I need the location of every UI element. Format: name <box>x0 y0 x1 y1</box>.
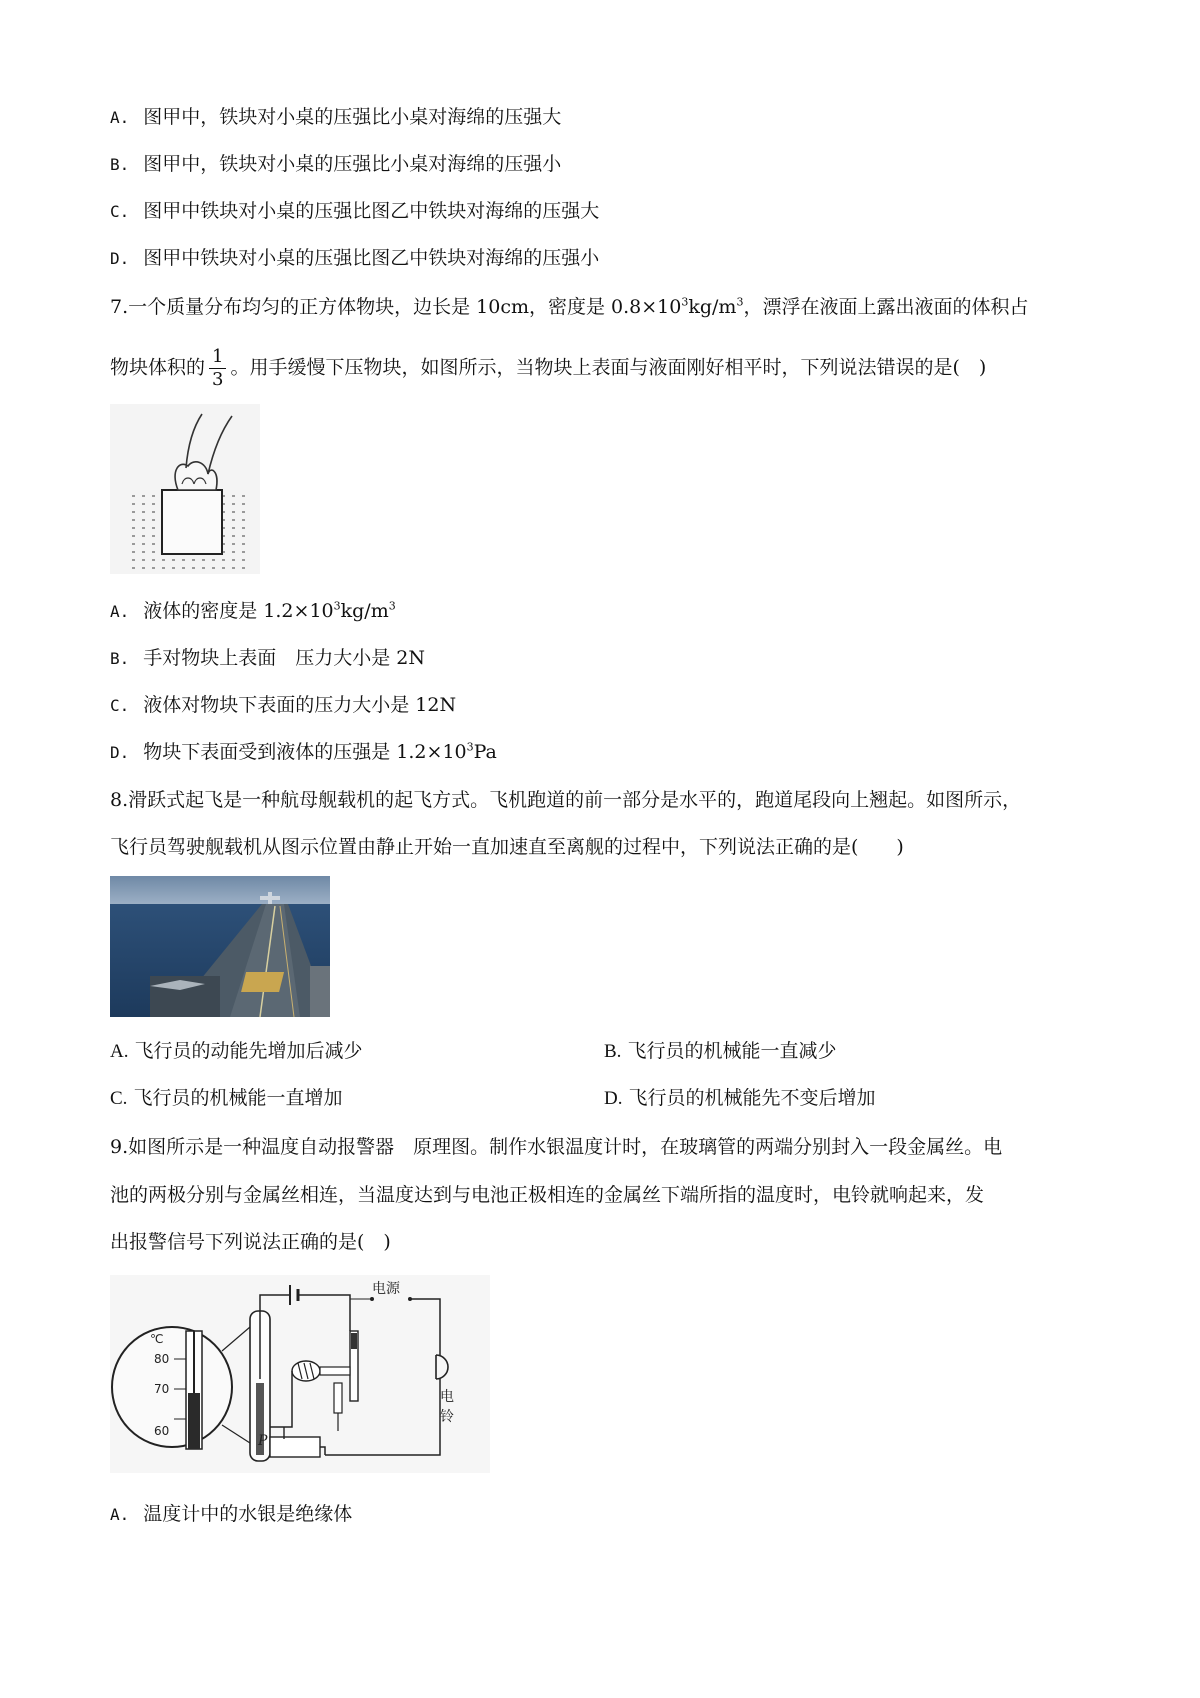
superscript: 3 <box>736 295 744 309</box>
superscript: 3 <box>466 740 474 754</box>
q6-option-b <box>110 149 561 180</box>
superscript: 3 <box>681 295 689 309</box>
option-letter: A. <box>110 602 130 621</box>
contact-p-label: P <box>258 1433 268 1449</box>
option-letter: B. <box>604 1041 622 1062</box>
q8-figure-carrier-photo <box>110 876 330 1017</box>
q7-stem-line-2 <box>110 346 986 391</box>
q8-option-a <box>110 1036 363 1067</box>
q8-option-d <box>604 1083 876 1114</box>
option-letter: A. <box>110 108 130 127</box>
q6-option-d <box>110 243 599 274</box>
q9-figure-alarm-circuit <box>110 1275 490 1473</box>
q8-text: 飞行员驾驶舰载机从图示位置由静止开始一直加速直至离舰的过程中，下列说法正确的是( ) <box>110 836 904 858</box>
q9-text: 9.如图所示是一种温度自动报警器 原理图。制作水银温度计时，在玻璃管的两端分别封入一段金属丝。电 <box>110 1136 1003 1158</box>
q9-stem-line-2 <box>110 1180 984 1210</box>
q7-option-d <box>110 737 497 768</box>
q9-text: 出报警信号下列说法正确的是( ) <box>110 1231 391 1253</box>
q7-figure-cube-in-liquid <box>110 404 260 574</box>
option-letter: C. <box>110 202 130 221</box>
mercury-column <box>188 1393 200 1449</box>
power-label: 电源 <box>372 1281 400 1297</box>
q8-option-c <box>110 1083 343 1114</box>
q8-stem-line-1 <box>110 785 1021 815</box>
q6-option-c <box>110 196 599 227</box>
fraction-numerator: 1 <box>209 346 226 369</box>
q7-text: 7.一个质量分布均匀的正方体物块，边长是 10cm，密度是 0.8×10 <box>110 296 682 318</box>
q9-option-a <box>110 1499 352 1530</box>
q7-option-c <box>110 690 456 721</box>
option-text: 液体的密度是 1.2×10 <box>143 600 334 622</box>
option-letter: D. <box>604 1088 623 1109</box>
tick-60: 60 <box>154 1424 170 1438</box>
option-letter: C. <box>110 696 130 715</box>
q8-option-b <box>604 1036 837 1067</box>
q7-option-b <box>110 643 425 674</box>
option-text: 图甲中铁块对小桌的压强比图乙中铁块对海绵的压强大 <box>143 200 600 222</box>
q6-option-a <box>110 102 561 133</box>
magnifier-circle <box>112 1327 232 1447</box>
bell-label-1: 电 <box>440 1389 454 1405</box>
option-letter: A. <box>110 1041 129 1062</box>
option-text: 飞行员的机械能一直减少 <box>627 1040 837 1062</box>
bell-label-2: 铃 <box>440 1409 454 1425</box>
option-text: 图甲中，铁块对小桌的压强比小桌对海绵的压强小 <box>143 153 562 175</box>
option-text: 物块下表面受到液体的压强是 1.2×10 <box>143 741 467 763</box>
fraction <box>209 346 226 391</box>
q7-option-a <box>110 596 396 627</box>
tick-70: 70 <box>154 1382 170 1396</box>
option-text: 温度计中的水银是绝缘体 <box>143 1503 353 1525</box>
option-letter: D. <box>110 249 130 268</box>
option-text: 飞行员的机械能先不变后增加 <box>628 1087 876 1109</box>
option-letter: C. <box>110 1088 128 1109</box>
q9-text: 池的两极分别与金属丝相连，当温度达到与电池正极相连的金属丝下端所指的温度时，电铃就响起来，发 <box>110 1184 985 1206</box>
option-text: 手对物块上表面 压力大小是 2N <box>143 647 426 669</box>
option-letter: B. <box>110 155 130 174</box>
option-text: 液体对物块下表面的压力大小是 12N <box>143 694 457 716</box>
unit-label: ℃ <box>150 1332 164 1346</box>
q9-stem-line-3 <box>110 1227 391 1257</box>
option-text: 图甲中，铁块对小桌的压强比小桌对海绵的压强大 <box>143 106 562 128</box>
option-text: 飞行员的机械能一直增加 <box>133 1087 343 1109</box>
option-text: kg/m <box>340 600 389 622</box>
q7-text: kg/m <box>688 296 737 318</box>
cube <box>162 490 222 554</box>
option-text: 飞行员的动能先增加后减少 <box>134 1040 363 1062</box>
option-letter: D. <box>110 743 130 762</box>
q7-text: 物块体积的 <box>110 356 206 379</box>
fraction-denominator: 3 <box>212 369 224 390</box>
q8-stem-line-2 <box>110 832 904 862</box>
option-letter: A. <box>110 1505 130 1524</box>
superscript: 3 <box>333 599 341 613</box>
q9-stem-line-1 <box>110 1132 1002 1162</box>
option-text: Pa <box>473 741 497 763</box>
q8-text: 8.滑跃式起飞是一种航母舰载机的起飞方式。飞机跑道的前一部分是水平的，跑道尾段向上翘起。如图所示， <box>110 789 1022 811</box>
q7-text: 。用手缓慢下压物块，如图所示，当物块上表面与液面刚好相平时，下列说法错误的是( ) <box>230 356 987 379</box>
contact-p-box <box>270 1437 320 1457</box>
q7-text: ，漂浮在液面上露出液面的体积占 <box>743 296 1029 318</box>
q7-stem-line-1 <box>110 292 1028 322</box>
option-text: 图甲中铁块对小桌的压强比图乙中铁块对海绵的压强小 <box>143 247 600 269</box>
tick-80: 80 <box>154 1352 170 1366</box>
superscript: 3 <box>388 599 396 613</box>
option-letter: B. <box>110 649 130 668</box>
